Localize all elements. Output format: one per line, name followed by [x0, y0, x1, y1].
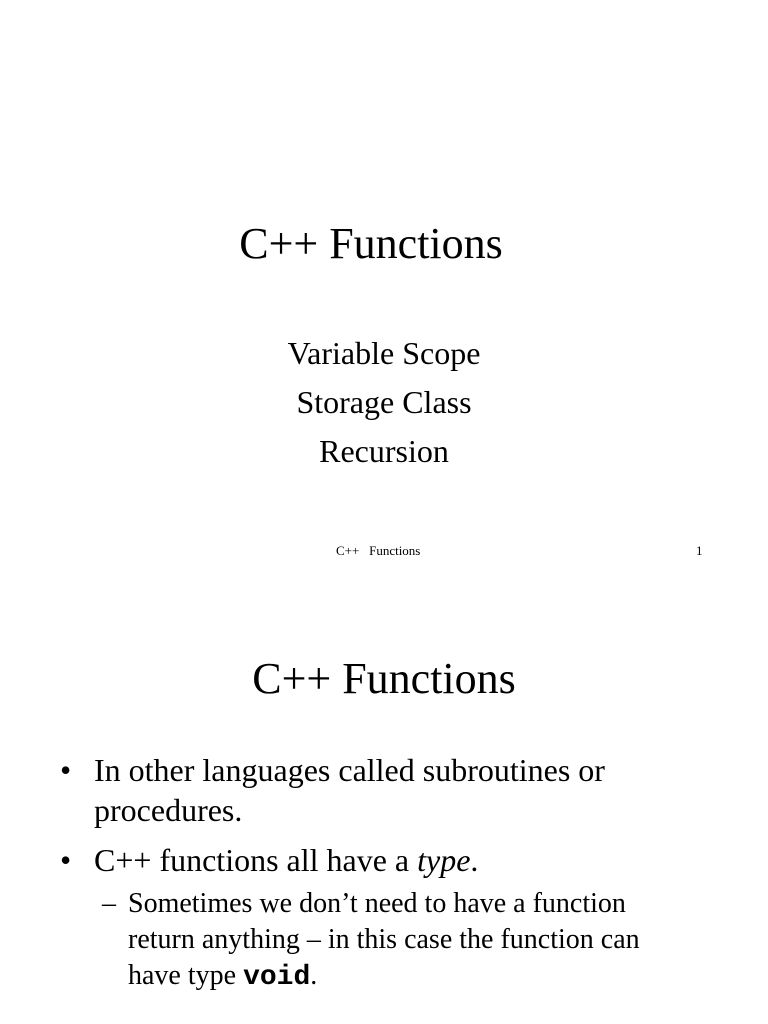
bullet-text-prefix: C++ functions all have a: [94, 842, 418, 878]
slide-1-title: C++ Functions: [239, 219, 503, 268]
bullet-text: [94, 750, 714, 830]
code-void: void: [243, 962, 311, 993]
subtitle-recursion: Recursion: [319, 433, 449, 469]
bullet-line: In other languages called subroutines or: [94, 752, 605, 788]
bullet-line: procedures.: [94, 792, 243, 828]
italic-type-word: type: [417, 842, 471, 878]
sub-bullet-line-suffix: .: [310, 960, 318, 991]
slide-2-title: C++ Functions: [252, 654, 516, 703]
sub-bullet-line: return anything – in this case the function can: [128, 924, 640, 955]
sub-bullet-marker: –: [102, 888, 116, 919]
sub-bullet-line-prefix: have type: [128, 960, 244, 991]
bullet-marker: •: [60, 752, 72, 788]
subtitle-variable-scope: Variable Scope: [287, 335, 481, 371]
subtitle-storage-class: Storage Class: [296, 384, 472, 420]
sub-bullet-text: [128, 886, 728, 996]
bullet-text: [94, 840, 714, 880]
bullet-marker: •: [60, 842, 72, 878]
bullet-text-suffix: .: [470, 842, 479, 878]
page-number: 1: [696, 543, 703, 558]
sub-bullet-line: Sometimes we don’t need to have a function: [128, 888, 626, 919]
slide-footer-text: C++ Functions: [336, 543, 421, 558]
